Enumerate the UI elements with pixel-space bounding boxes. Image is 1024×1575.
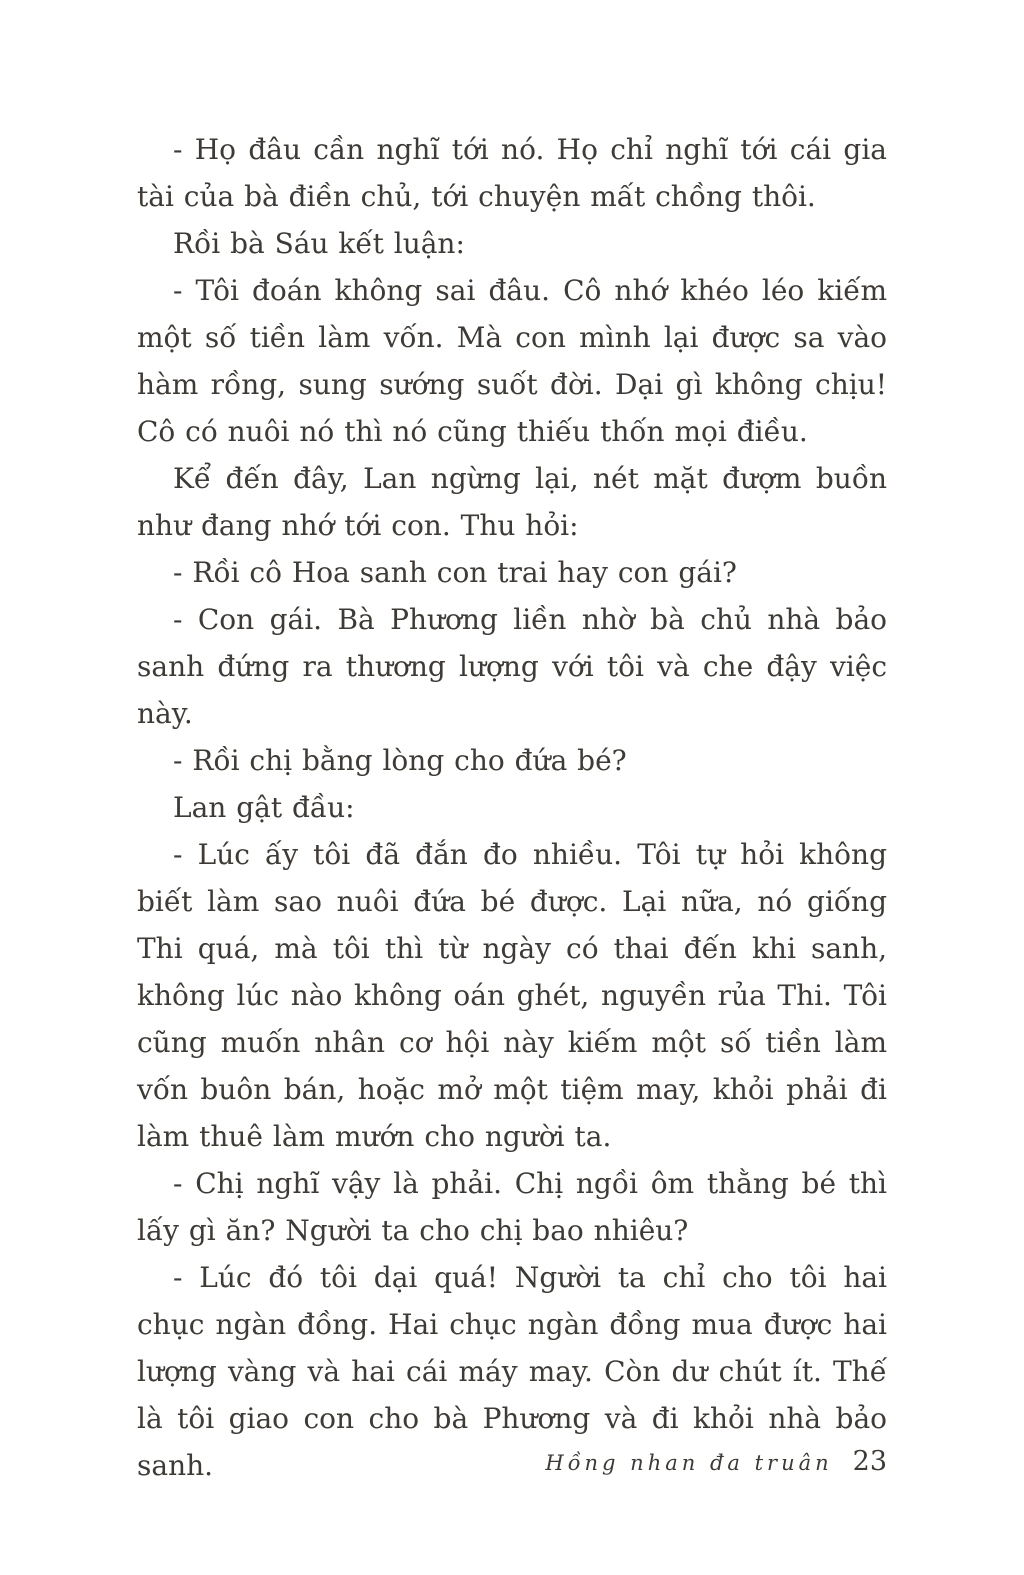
page-number: 23 (852, 1446, 887, 1477)
paragraph: - Chị nghĩ vậy là phải. Chị ngồi ôm thằng bé thì lấy gì ăn? Người ta cho chị bao nhiêu? (137, 1167, 887, 1247)
paragraph: Rồi bà Sáu kết luận: (173, 227, 465, 260)
paragraph: - Lúc đó tôi dại quá! Người ta chỉ cho tôi hai chục ngàn đồng. Hai chục ngàn đồng mua được hai lượng vàng và hai cái máy may. Còn dư chút ít. Thế là tôi giao con cho bà Phương và đi khỏi nhà bảo sanh. (137, 1261, 887, 1482)
paragraph: - Con gái. Bà Phương liền nhờ bà chủ nhà bảo sanh đứng ra thương lượng với tôi và che đậy việc này. (137, 603, 887, 730)
paragraph: - Lúc ấy tôi đã đắn đo nhiều. Tôi tự hỏi không biết làm sao nuôi đứa bé được. Lại nữa, nó giống Thi quá, mà tôi thì từ ngày có thai đến khi sanh, không lúc nào không oán ghét, nguyền rủa Thi. Tôi cũng muốn nhân cơ hội này kiếm một số tiền làm vốn buôn bán, hoặc mở một tiệm may, khỏi phải đi làm thuê làm mướn cho người ta. (137, 838, 887, 1153)
paragraph: - Họ đâu cần nghĩ tới nó. Họ chỉ nghĩ tới cái gia tài của bà điền chủ, tới chuyện mất chồng thôi. (137, 133, 887, 213)
paragraph: - Rồi chị bằng lòng cho đứa bé? (173, 744, 627, 777)
paragraph: Kể đến đây, Lan ngừng lại, nét mặt đượm buồn như đang nhớ tới con. Thu hỏi: (137, 462, 887, 542)
running-title: Hồng nhan đa truân (545, 1451, 833, 1475)
body-text (137, 126, 887, 1489)
paragraph: Lan gật đầu: (173, 791, 355, 824)
page-footer (545, 1446, 887, 1477)
paragraph: - Rồi cô Hoa sanh con trai hay con gái? (173, 556, 737, 589)
paragraph: - Tôi đoán không sai đâu. Cô nhớ khéo léo kiếm một số tiền làm vốn. Mà con mình lại được sa vào hàm rồng, sung sướng suốt đời. Dại gì không chịu! Cô có nuôi nó thì nó cũng thiếu thốn mọi điều. (137, 274, 887, 448)
